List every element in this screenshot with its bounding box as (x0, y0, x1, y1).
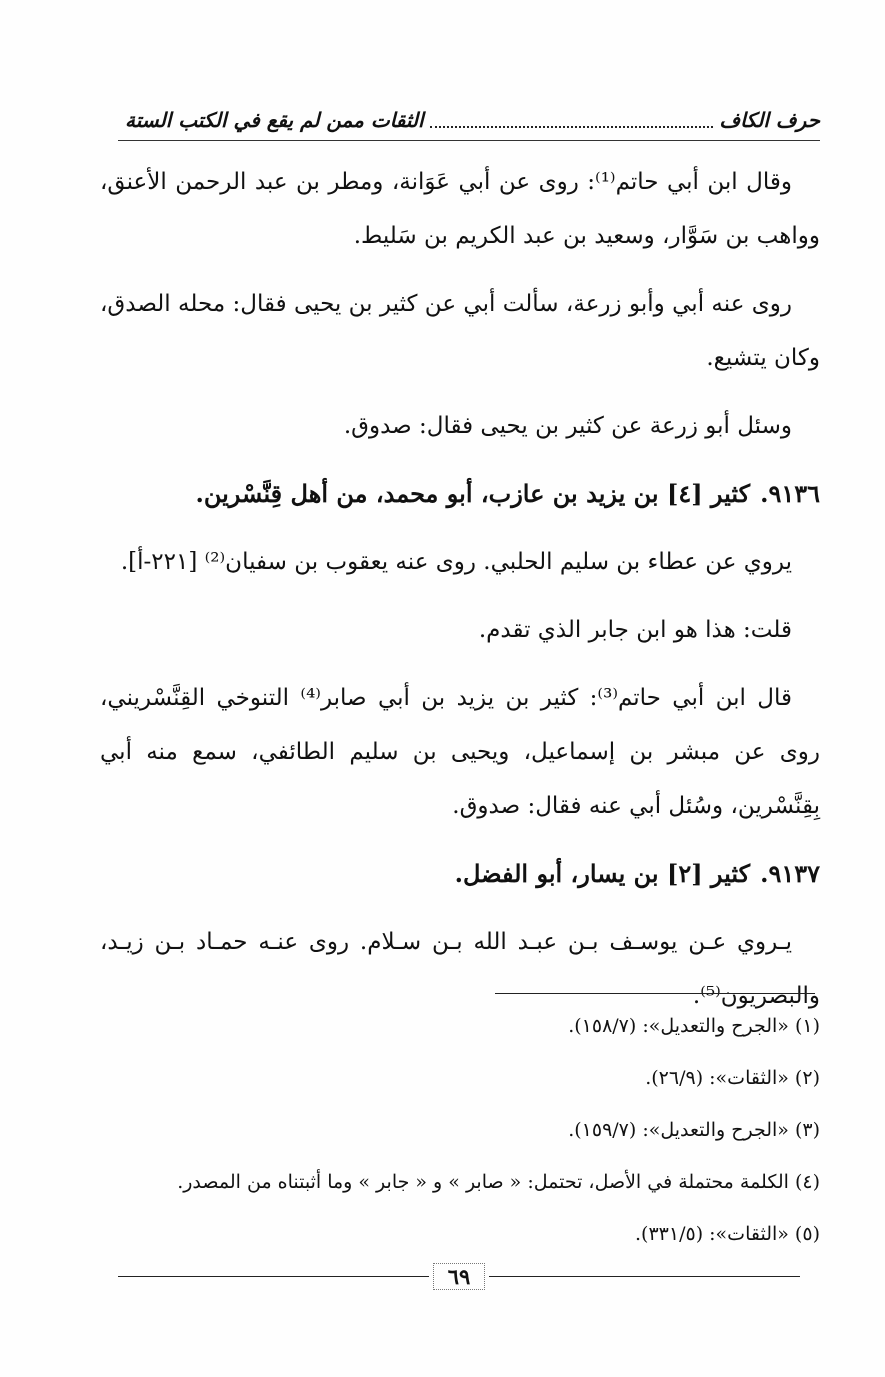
entry-heading (100, 847, 820, 901)
page-footer (118, 1262, 800, 1290)
entry-title: كثير [٢] بن يسار، أبو الفضل. (454, 859, 751, 888)
paragraph: يروي عن عطاء بن سليم الحلبي. روى عنه يعقوب بن سفيان⁽²⁾ [٢٢١-أ]. (120, 549, 792, 575)
page-number: ٦٩ (433, 1263, 486, 1290)
entry-title: كثير [٤] بن يزيد بن عازب، أبو محمد، من أهل قِنَّسْرين. (195, 479, 751, 508)
footer-rule-left (118, 1276, 429, 1277)
paragraph: روى عنه أبي وأبو زرعة، سألت أبي عن كثير بن يحيى فقال: محله الصدق، وكان يتشيع. (100, 291, 820, 371)
paragraph: وسئل أبو زرعة عن كثير بن يحيى فقال: صدوق. (343, 413, 792, 439)
header-dot-leader (430, 112, 714, 128)
footnote: (٤) الكلمة محتملة في الأصل، تحتمل: « صابر » و « جابر » وما أثبتناه من المصدر. (177, 1171, 820, 1193)
footnote: (٥) «الثقات»: (٣٣١/٥). (635, 1223, 820, 1245)
entry-heading (100, 467, 820, 521)
footnote: (١) «الجرح والتعديل»: (١٥٨/٧). (568, 1015, 820, 1037)
main-text (100, 155, 820, 1037)
paragraph: قلت: هذا هو ابن جابر الذي تقدم. (478, 617, 792, 643)
entry-number: ٩١٣٧. (760, 859, 820, 888)
running-header (125, 100, 820, 140)
paragraph: قال ابن أبي حاتم⁽³⁾: كثير بن يزيد بن أبي صابر⁽⁴⁾ التنوخي القِنَّسْريني، روى عن مبشر بن إسماعيل، ويحيى بن سليم الطائفي، سمع منه أبي بِقِنَّسْرين، وسُئل أبي عنه فقال: صدوق. (100, 685, 820, 819)
footnotes (120, 1000, 820, 1260)
paragraph: وقال ابن أبي حاتم⁽¹⁾: روى عن أبي عَوَانة، ومطر بن عبد الرحمن الأعنق، وواهب بن سَوَّار، وسعيد بن عبد الكريم بن سَليط. (100, 169, 820, 249)
header-chapter-title: حرف الكاف (719, 108, 820, 132)
paragraph: يـروي عـن يوسـف بـن عبـد الله بـن سـلام. روى عنـه حمـاد بـن زيـد، والبصريون⁽⁵⁾. (100, 929, 820, 1009)
footnote: (٢) «الثقات»: (٢٦/٩). (645, 1067, 820, 1089)
footnote: (٣) «الجرح والتعديل»: (١٥٩/٧). (568, 1119, 820, 1141)
header-rule (118, 140, 820, 141)
entry-number: ٩١٣٦. (760, 479, 820, 508)
footer-rule-right (489, 1276, 800, 1277)
footnote-separator (495, 993, 815, 994)
header-book-title: الثقات ممن لم يقع في الكتب الستة (125, 108, 424, 132)
